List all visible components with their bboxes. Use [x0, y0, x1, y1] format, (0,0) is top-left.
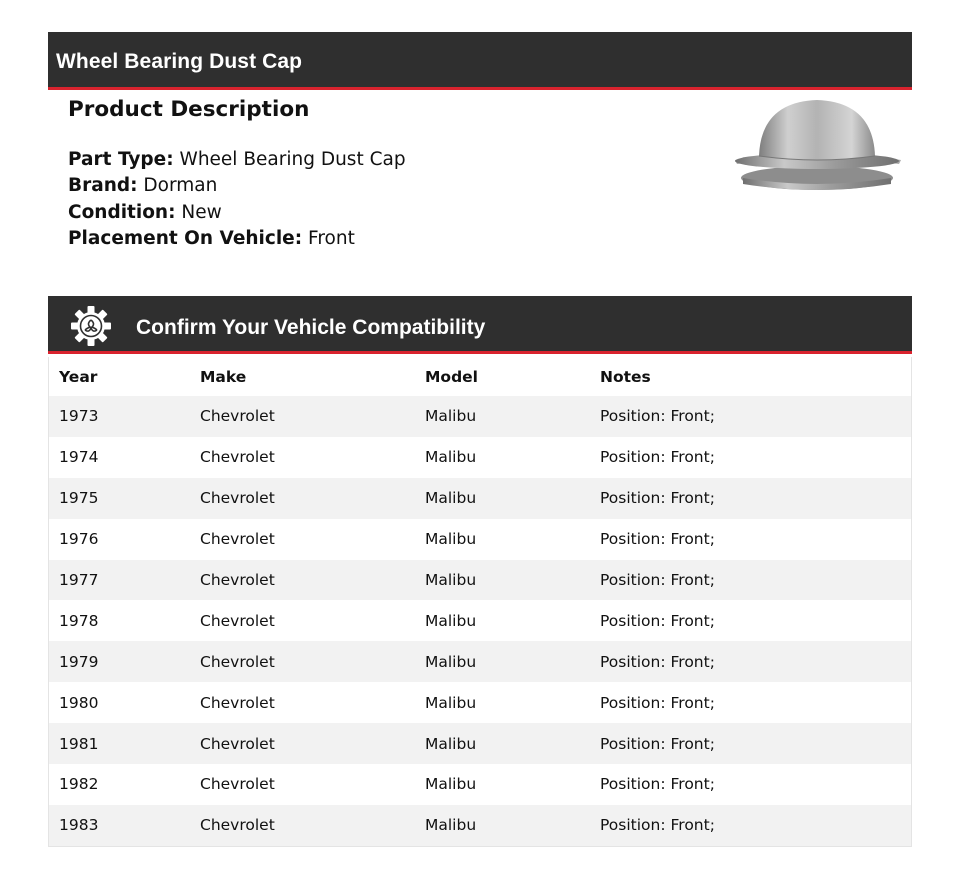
cell-model: Malibu	[425, 734, 477, 753]
gear-icon	[71, 306, 111, 346]
cell-make: Chevrolet	[200, 693, 275, 712]
cell-model: Malibu	[425, 489, 477, 508]
column-header-notes: Notes	[600, 367, 651, 386]
cell-year: 1983	[59, 816, 99, 835]
cell-model: Malibu	[425, 693, 477, 712]
cell-year: 1979	[59, 652, 99, 671]
spec-brand	[68, 173, 688, 199]
cell-model: Malibu	[425, 775, 477, 794]
cell-notes: Position: Front;	[600, 652, 715, 671]
table-row	[49, 600, 911, 641]
cell-make: Chevrolet	[200, 775, 275, 794]
spec-label: Brand:	[68, 175, 138, 197]
table-row	[49, 682, 911, 723]
cell-make: Chevrolet	[200, 530, 275, 549]
cell-make: Chevrolet	[200, 407, 275, 426]
cell-notes: Position: Front;	[600, 611, 715, 630]
cell-year: 1977	[59, 571, 99, 589]
cell-make: Chevrolet	[200, 816, 275, 835]
spec-value: Front	[308, 227, 355, 249]
cell-model: Malibu	[425, 571, 477, 589]
table-row	[49, 478, 911, 519]
compatibility-bar	[48, 296, 912, 354]
cell-make: Chevrolet	[200, 489, 275, 508]
spec-placement	[68, 226, 688, 252]
column-header-year: Year	[59, 367, 98, 386]
cell-make: Chevrolet	[200, 652, 275, 671]
cell-notes: Position: Front;	[600, 693, 715, 712]
product-title: Wheel Bearing Dust Cap	[56, 50, 303, 73]
compatibility-title: Confirm Your Vehicle Compatibility	[136, 316, 486, 339]
column-header-model: Model	[425, 367, 478, 386]
cell-notes: Position: Front;	[600, 734, 715, 753]
table-row	[49, 641, 911, 682]
compatibility-table	[48, 357, 912, 847]
cell-year: 1975	[59, 489, 99, 508]
table-row	[49, 519, 911, 560]
cell-make: Chevrolet	[200, 611, 275, 630]
cell-model: Malibu	[425, 611, 477, 630]
cell-make: Chevrolet	[200, 448, 275, 467]
cell-model: Malibu	[425, 448, 477, 467]
cell-notes: Position: Front;	[600, 489, 715, 508]
table-header-row	[49, 357, 911, 396]
table-row	[49, 437, 911, 478]
cell-notes: Position: Front;	[600, 407, 715, 426]
cell-notes: Position: Front;	[600, 571, 715, 589]
cell-notes: Position: Front;	[600, 530, 715, 549]
cell-model: Malibu	[425, 407, 477, 426]
cell-notes: Position: Front;	[600, 816, 715, 835]
column-header-make: Make	[200, 367, 247, 386]
table-row	[49, 805, 911, 846]
product-title-bar	[48, 32, 912, 90]
cell-make: Chevrolet	[200, 734, 275, 753]
table-row	[49, 396, 911, 437]
product-image	[733, 98, 903, 193]
table-row	[49, 723, 911, 764]
spec-label: Placement On Vehicle:	[68, 227, 303, 249]
cell-model: Malibu	[425, 652, 477, 671]
cell-notes: Position: Front;	[600, 775, 715, 794]
spec-label: Condition:	[68, 201, 176, 223]
product-description	[68, 97, 688, 252]
cell-model: Malibu	[425, 530, 477, 549]
description-heading: Product Description	[68, 97, 310, 122]
cell-year: 1973	[59, 407, 99, 426]
spec-label: Part Type:	[68, 149, 174, 170]
cell-notes: Position: Front;	[600, 448, 715, 467]
cell-year: 1982	[59, 775, 99, 794]
spec-value: New	[181, 201, 222, 223]
table-row	[49, 560, 911, 601]
cell-year: 1981	[59, 734, 99, 753]
cell-year: 1978	[59, 611, 99, 630]
spec-value: Wheel Bearing Dust Cap	[179, 149, 406, 170]
table-row	[49, 764, 911, 805]
cell-model: Malibu	[425, 816, 477, 835]
spec-condition	[68, 200, 688, 226]
cell-year: 1976	[59, 530, 99, 549]
spec-part-type	[68, 147, 688, 173]
spec-value: Dorman	[143, 175, 218, 197]
cell-year: 1980	[59, 693, 99, 712]
cell-make: Chevrolet	[200, 571, 275, 589]
cell-year: 1974	[59, 448, 99, 467]
